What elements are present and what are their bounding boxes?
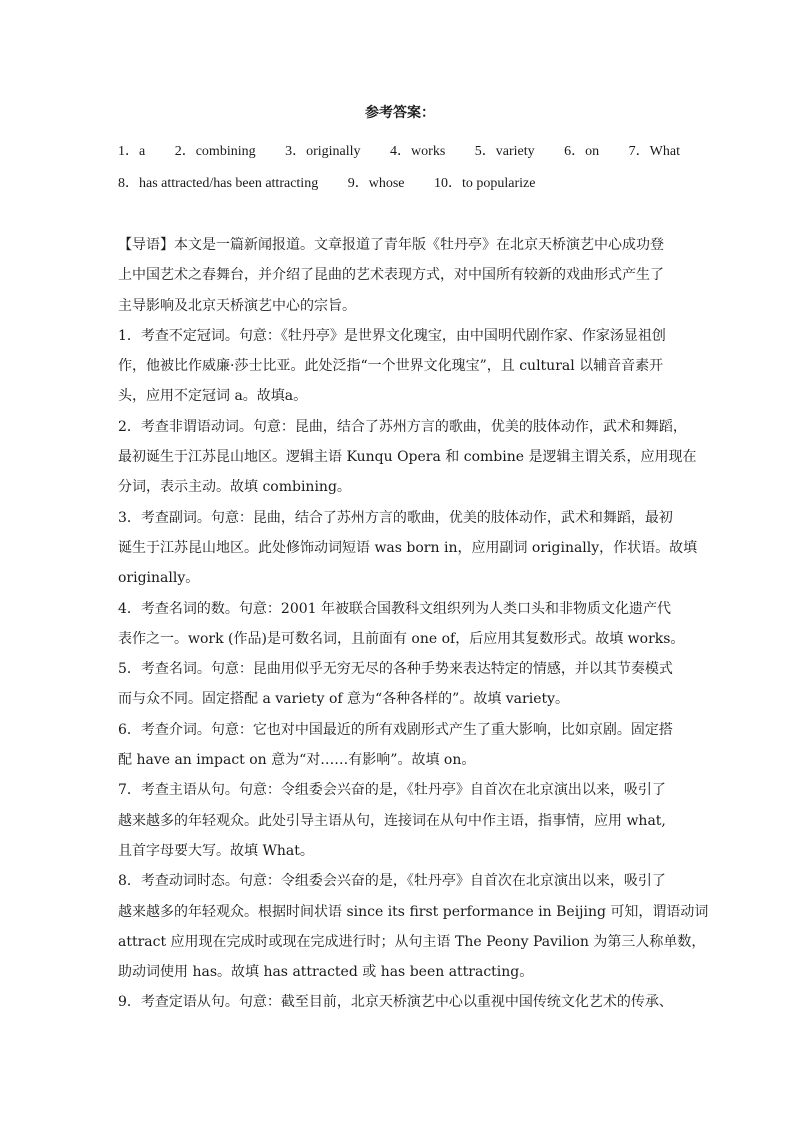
- answer-item: 9．whose: [347, 176, 405, 191]
- explanation-text: [118, 230, 709, 1018]
- text-line: 主导影响及北京天桥演艺中心的宗旨。: [118, 297, 356, 314]
- answer-item: 7．What: [628, 144, 680, 159]
- text-line: 2．考查非谓语动词。句意：昆曲，结合了苏州方言的歌曲，优美的肢体动作，武术和舞蹈，: [118, 418, 687, 435]
- answer-item: 2．combining: [174, 144, 256, 159]
- answer-row: [118, 140, 718, 172]
- text-line: 越来越多的年轻观众。根据时间状语 since its first performance in Beijing 可知，谓语动词: [118, 903, 709, 920]
- text-line: 越来越多的年轻观众。此处引导主语从句，连接词在从句中作主语，指事情，应用 what,: [118, 812, 666, 829]
- text-line: 配 have an impact on 意为“对……有影响”。故填 on。: [118, 752, 476, 769]
- text-line: 分词，表示主动。故填 combining。: [118, 479, 351, 496]
- answer-item: 6．on: [564, 144, 600, 159]
- text-line: attract 应用现在完成时或现在完成进行时；从句主语 The Peony Pavilion 为第三人称单数，: [118, 933, 706, 950]
- text-line: 且首字母要大写。故填 What。: [118, 842, 314, 859]
- text-line: 9．考查定语从句。句意：截至目前，北京天桥演艺中心以重视中国传统文化艺术的传承、: [118, 994, 673, 1011]
- text-line: 7．考查主语从句。句意：令组委会兴奋的是，《牡丹亭》自首次在北京演出以来，吸引了: [118, 782, 666, 799]
- text-line: 8．考查动词时态。句意：令组委会兴奋的是，《牡丹亭》自首次在北京演出以来，吸引了: [118, 873, 666, 890]
- answer-item: 8．has attracted/has been attracting: [118, 176, 319, 191]
- answer-item: 1．a: [118, 144, 146, 159]
- text-line: originally。: [118, 570, 200, 587]
- text-line: 【导语】本文是一篇新闻报道。文章报道了青年版《牡丹亭》在北京天桥演艺中心成功登: [118, 237, 664, 253]
- text-line: 3．考查副词。句意：昆曲，结合了苏州方言的歌曲，优美的肢体动作，武术和舞蹈，最初: [118, 509, 673, 526]
- text-line: 助动词使用 has。故填 has attracted 或 has been attracting。: [118, 964, 534, 981]
- answer-key: [118, 140, 718, 204]
- answer-item: 4．works: [390, 144, 446, 159]
- text-line: 作，他被比作威廉·莎士比亚。此处泛指“一个世界文化瑰宝”，且 cultural 以辅音音素开: [118, 358, 664, 375]
- text-line: 表作之一。work (作品)是可数名词，且前面有 one of，后应用其复数形式。故填 works。: [118, 630, 685, 647]
- answer-item: 10．to popularize: [433, 176, 536, 191]
- answer-row: [118, 172, 718, 204]
- answer-item: 3．originally: [285, 144, 361, 159]
- text-line: 1．考查不定冠词。句意：《牡丹亭》是世界文化瑰宝，由中国明代剧作家、作家汤显祖创: [118, 327, 666, 344]
- text-line: 诞生于江苏昆山地区。此处修饰动词短语 was born in，应用副词 originally，作状语。故填: [118, 539, 698, 556]
- answer-item: 5．variety: [474, 144, 535, 159]
- text-line: 上中国艺术之春舞台，并介绍了昆曲的艺术表现方式，对中国所有较新的戏曲形式产生了: [118, 267, 664, 284]
- text-line: 6．考查介词。句意：它也对中国最近的所有戏剧形式产生了重大影响，比如京剧。固定搭: [118, 721, 673, 738]
- page-title: 参考答案：: [365, 105, 435, 121]
- text-line: 头，应用不定冠词 a。故填a。: [118, 388, 308, 405]
- text-line: 4．考查名词的数。句意：2001 年被联合国教科文组织列为人类口头和非物质文化遗产代: [118, 600, 671, 617]
- text-line: 最初诞生于江苏昆山地区。逻辑主语 Kunqu Opera 和 combine 是逻辑主谓关系，应用现在: [118, 449, 697, 466]
- text-line: 5．考查名词。句意：昆曲用似乎无穷无尽的各种手势来表达特定的情感，并以其节奏模式: [118, 661, 673, 678]
- text-line: 而与众不同。固定搭配 a variety of 意为“各种各样的”。故填 variety。: [118, 691, 570, 708]
